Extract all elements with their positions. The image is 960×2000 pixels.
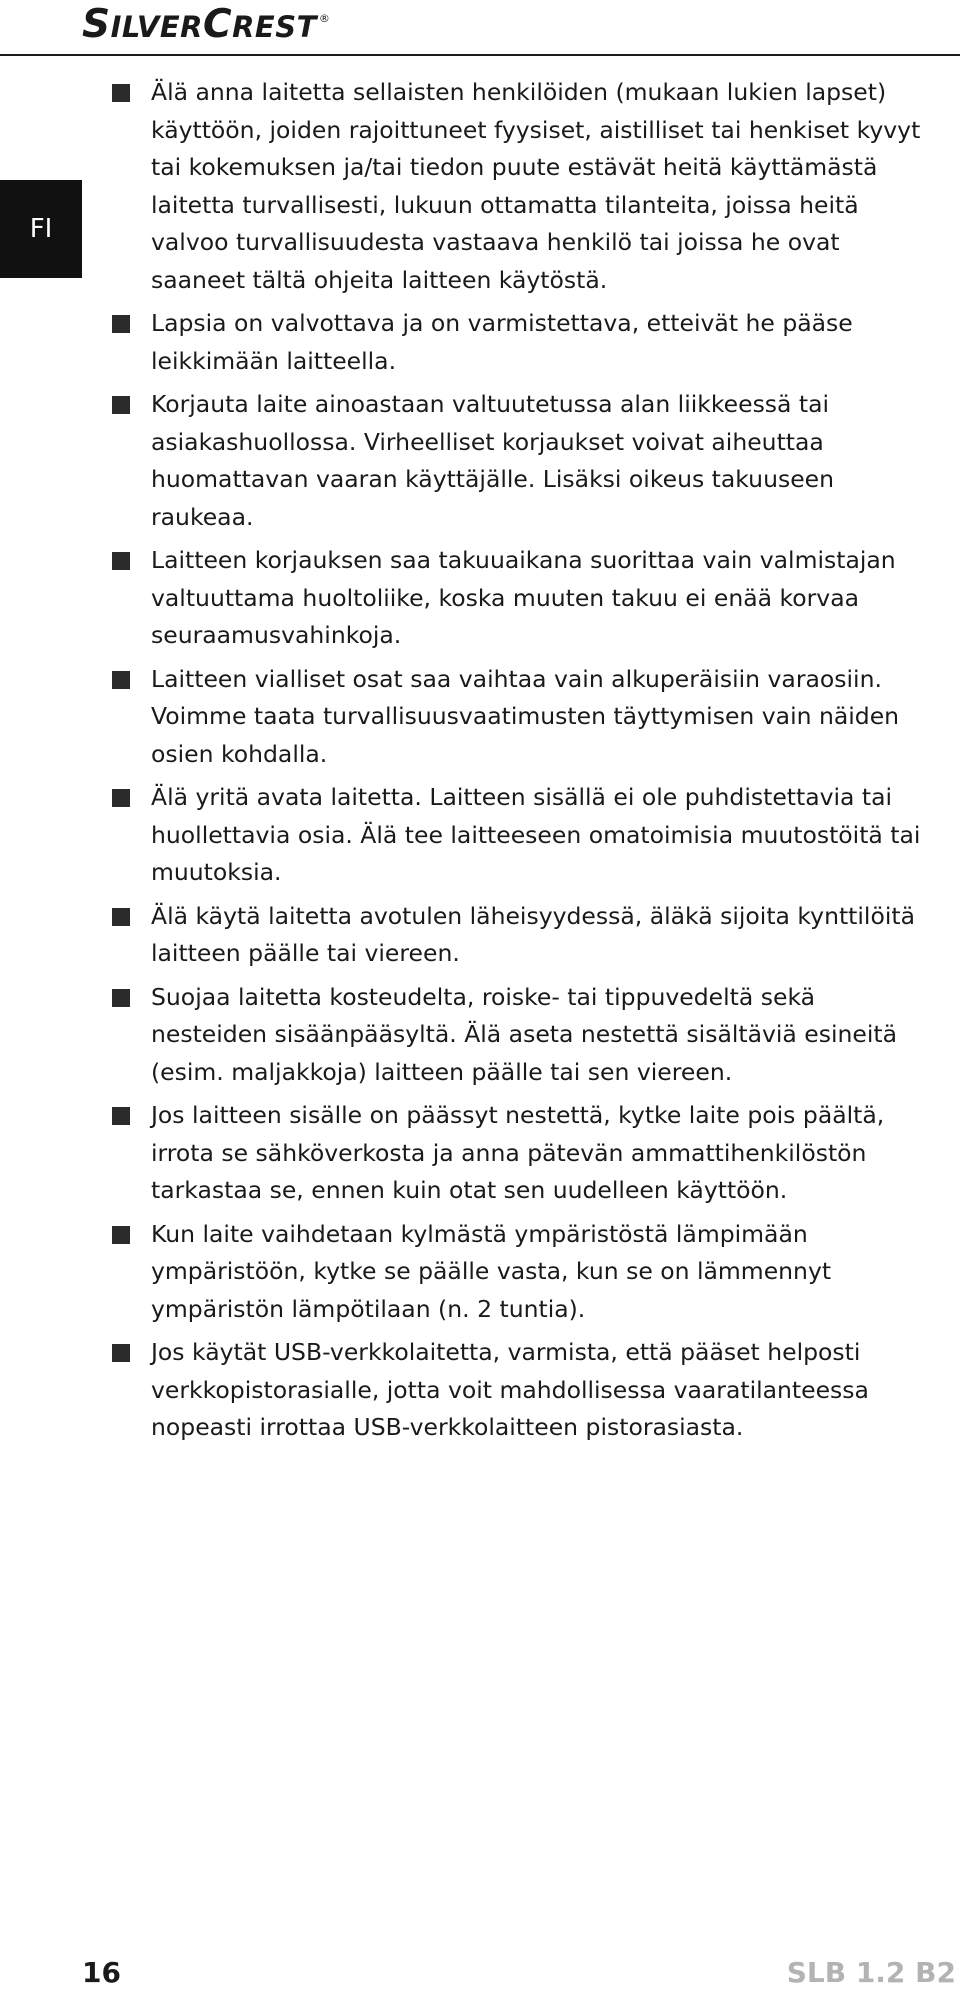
list-item <box>112 1216 938 1329</box>
logo-letters: REST <box>232 10 317 44</box>
list-item-text: Jos käytät USB-verkkolaitetta, varmista, että pääset helposti verkkopistorasialle, jotta voit mahdollisessa vaaratilanteessa nopeasti irrottaa USB-verkkolaitteen pistorasiasta. <box>151 1338 869 1441</box>
header-divider <box>0 54 960 56</box>
list-item <box>112 1097 938 1210</box>
square-bullet-icon <box>112 396 130 414</box>
list-item-text: Lapsia on valvottava ja on varmistettava, etteivät he pääse leikkimään laitteella. <box>151 309 853 375</box>
square-bullet-icon <box>112 789 130 807</box>
language-tab: FI <box>0 180 82 278</box>
brand-logo <box>82 2 330 47</box>
square-bullet-icon <box>112 84 130 102</box>
square-bullet-icon <box>112 315 130 333</box>
square-bullet-icon <box>112 1226 130 1244</box>
list-item-text: Korjauta laite ainoastaan valtuutetussa alan liikkeessä tai asiakashuollossa. Virheelliset korjaukset voivat aiheuttaa huomattavan vaaran käyttäjälle. Lisäksi oikeus takuuseen raukeaa. <box>151 390 835 531</box>
list-item <box>112 386 938 536</box>
list-item-text: Kun laite vaihdetaan kylmästä ympäristöstä lämpimään ympäristöön, kytke se päälle vasta, kun se on lämmennyt ympäristön lämpötilaan (n. 2 tuntia). <box>151 1219 832 1323</box>
list-item <box>112 305 938 380</box>
list-item <box>112 779 938 892</box>
square-bullet-icon <box>112 671 130 689</box>
list-item <box>112 1334 938 1447</box>
list-item <box>112 74 938 299</box>
list-item-text: Suojaa laitetta kosteudelta, roiske- tai tippuvedeltä sekä nesteiden sisäänpääsyltä. Älä aseta nestettä sisältäviä esineitä (esim. maljakkoja) laitteen päälle tai sen viereen. <box>151 982 898 1086</box>
list-item-text: Laitteen korjauksen saa takuuaikana suorittaa vain valmistajan valtuuttama huoltoliike, koska muuten takuu ei enää korvaa seuraamusvahinkoja. <box>151 546 896 649</box>
square-bullet-icon <box>112 989 130 1007</box>
page-number: 16 <box>82 1956 121 1989</box>
logo-letter: C <box>202 2 233 47</box>
list-item <box>112 661 938 774</box>
list-item-text: Jos laitteen sisälle on päässyt nestettä, kytke laite pois päältä, irrota se sähköverkosta ja anna pätevän ammattihenkilöstön tarkastaa se, ennen kuin otat sen uudelleen käyttöön. <box>151 1101 885 1204</box>
square-bullet-icon <box>112 1344 130 1362</box>
list-item-text: Älä käytä laitetta avotulen läheisyydessä, äläkä sijoita kynttilöitä laitteen päälle tai viereen. <box>151 901 915 967</box>
square-bullet-icon <box>112 1107 130 1125</box>
safety-instructions-list <box>112 74 938 1453</box>
list-item-text: Älä yritä avata laitetta. Laitteen sisällä ei ole puhdistettavia tai huollettavia osia. Älä tee laitteeseen omatoimisia muutostöitä tai muutoksia. <box>151 783 921 886</box>
square-bullet-icon <box>112 908 130 926</box>
list-item-text: Laitteen vialliset osat saa vaihtaa vain alkuperäisiin varaosiin. Voimme taata turvallisuusvaatimusten täyttymisen vain näiden osien kohdalla. <box>151 664 900 768</box>
model-number: SLB 1.2 B2 <box>786 1956 956 1989</box>
logo-letters: ILVER <box>110 10 203 44</box>
list-item <box>112 979 938 1092</box>
registered-mark: ® <box>318 12 331 25</box>
logo-letter: S <box>82 2 111 47</box>
list-item-text: Älä anna laitetta sellaisten henkilöiden (mukaan lukien lapset) käyttöön, joiden rajoittuneet fyysiset, aistilliset tai henkiset kyvyt tai kokemuksen ja/tai tiedon puute estävät heitä käyttämästä laitetta turvallisesti, lukuun ottamatta tilanteita, joissa heitä valvoo turvallisuudesta vastaava henkilö tai joissa he ovat saaneet tältä ohjeita laitteen käytöstä. <box>151 78 921 294</box>
list-item <box>112 542 938 655</box>
square-bullet-icon <box>112 552 130 570</box>
list-item <box>112 898 938 973</box>
